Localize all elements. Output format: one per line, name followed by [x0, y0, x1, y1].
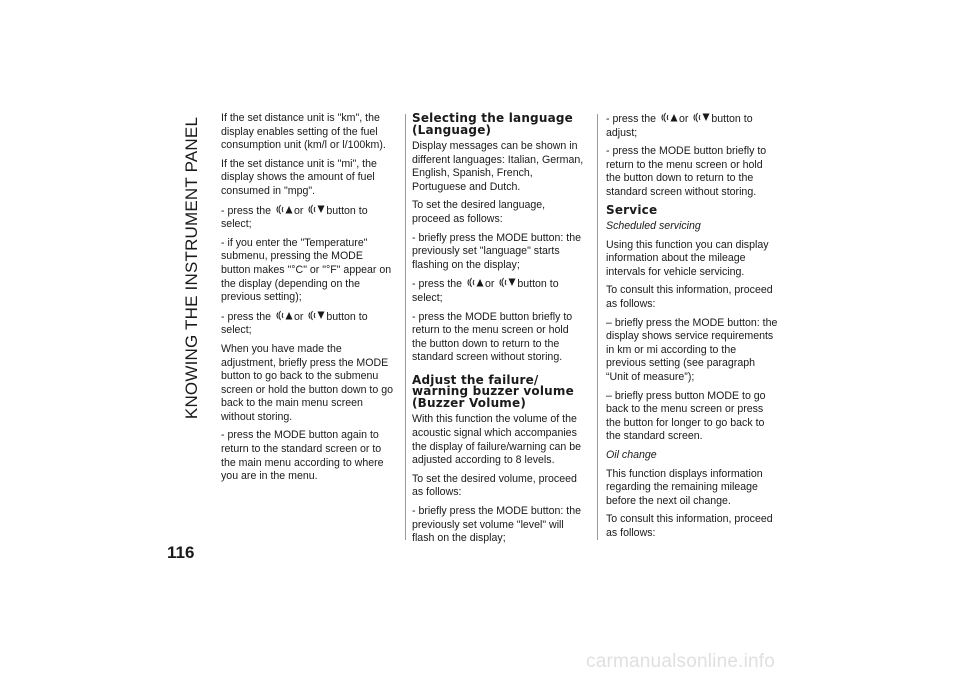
- heading-service: Service: [606, 202, 658, 217]
- instruction-press-select: - press the or button to select;: [221, 204, 368, 231]
- column-divider: [405, 114, 406, 540]
- instruction-press-adjust: - press the or button to adjust;: [606, 113, 753, 139]
- paragraph: - press the MODE button briefly to return to the menu screen or hold the button down to return to the standard screen without storing.: [412, 310, 573, 364]
- paragraph: – briefly press the MODE button: the display shows service requirements in km or mi according to the previous setting (see paragraph “Unit of measure”);: [606, 316, 778, 383]
- paragraph: - briefly press the MODE button: the previously set "language" starts flashing on the display;: [412, 231, 581, 271]
- column-left: [221, 112, 393, 489]
- brightness-up-button-icon: [466, 277, 484, 288]
- brightness-up-button-icon: [275, 310, 293, 321]
- paragraph: - press the MODE button briefly to return to the menu screen or hold the button down to return to the standard screen without storing.: [606, 145, 767, 198]
- brightness-up-button-icon: [660, 112, 678, 123]
- paragraph: - briefly press the MODE button: the previously set volume "level" will flash on the display;: [412, 504, 581, 545]
- paragraph: To set the desired language, proceed as follows:: [412, 199, 546, 225]
- brightness-down-button-icon: [307, 204, 325, 215]
- instruction-press-select: - press the or button to select;: [221, 310, 368, 337]
- side-chapter-title-text: KNOWING THE INSTRUMENT PANEL: [182, 116, 201, 420]
- paragraph: - if you enter the "Temperature" submenu, pressing the MODE button makes "°C" or "°F" appear on the display (depending on the previous setting);: [221, 236, 392, 304]
- paragraph: Using this function you can display information about the mileage intervals for vehicle servicing.: [606, 238, 769, 278]
- column-right: [606, 112, 778, 546]
- heading-buzzer-volume: Adjust the failure/ warning buzzer volume (Buzzer Volume): [412, 372, 574, 410]
- brightness-up-button-icon: [275, 204, 293, 215]
- heading-language: Selecting the language (Language): [412, 111, 574, 137]
- paragraph: With this function the volume of the acoustic signal which accompanies the display of failure/warning can be adjusted according to 8 levels.: [412, 413, 582, 467]
- watermark: carmanualsonline.info: [586, 651, 776, 672]
- paragraph: If the set distance unit is "km", the display enables setting of the fuel consumption unit (km/l or l/100km).: [221, 112, 386, 152]
- paragraph: To consult this information, proceed as follows:: [606, 284, 773, 311]
- paragraph: - press the MODE button again to return to the standard screen or to the main menu according to where you are in the menu.: [221, 429, 384, 483]
- column-divider: [597, 114, 598, 540]
- paragraph: When you have made the adjustment, briefly press the MODE button to go back to the submenu screen or hold the button down to go back to the main menu screen without storing.: [221, 342, 393, 423]
- paragraph: – briefly press button MODE to go back to the menu screen or press the button for longer to go back to the standard screen.: [606, 389, 766, 443]
- paragraph: To set the desired volume, proceed as follows:: [412, 472, 577, 499]
- paragraph: To consult this information, proceed as follows:: [606, 513, 773, 539]
- column-middle: [412, 112, 584, 551]
- subheading-oil-change: Oil change: [606, 448, 657, 461]
- paragraph: Display messages can be shown in different languages: Italian, German, English, Spanish, French, Portuguese and Dutch.: [412, 140, 584, 193]
- paragraph: If the set distance unit is "mi", the display shows the amount of fuel consumed in "mpg".: [221, 157, 377, 197]
- page-number: 116: [167, 543, 195, 562]
- instruction-press-select: - press the or button to select;: [412, 278, 559, 304]
- brightness-down-button-icon: [498, 277, 516, 288]
- brightness-down-button-icon: [692, 112, 710, 123]
- brightness-down-button-icon: [307, 310, 325, 321]
- paragraph: This function displays information regarding the remaining mileage before the next oil change.: [606, 467, 763, 507]
- side-chapter-title: [179, 118, 205, 418]
- subheading-scheduled-servicing: Scheduled servicing: [606, 220, 701, 233]
